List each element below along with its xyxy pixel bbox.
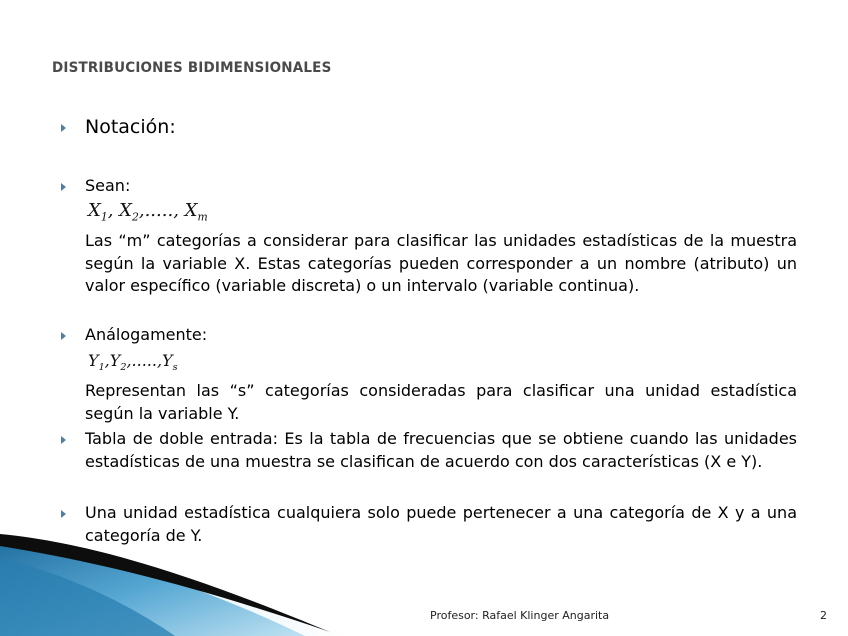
bullet-icon <box>61 183 66 191</box>
sean-label: Sean: <box>85 176 131 195</box>
slide-title: DISTRIBUCIONES BIDIMENSIONALES <box>52 60 332 76</box>
y-categories-paragraph: Representan las “s” categorías consideradas para clasificar una unidad estadística según la variable Y. <box>85 381 797 423</box>
analog-label: Análogamente: <box>85 325 208 344</box>
bullet-icon <box>61 124 66 132</box>
notation-heading: Notación: <box>85 116 176 138</box>
unit-category-paragraph: Una unidad estadística cualquiera solo puede pertenecer a una categoría de X y a una categoría de Y. <box>85 503 797 545</box>
table-definition-paragraph: Tabla de doble entrada: Es la tabla de frecuencias que se obtiene cuando las unidades estadísticas de una muestra se clasifican de acuerdo con dos características (X e Y). <box>85 429 797 471</box>
bullet-icon <box>61 332 66 340</box>
y-categories-formula: $Y_1,Y_2,.....,Y_s$ <box>88 351 178 374</box>
bullet-icon <box>61 510 66 518</box>
x-categories-formula: $X_1$, $X_2$,....., $X_m$ <box>88 200 208 224</box>
page-number: 2 <box>820 609 827 622</box>
footer-professor: Profesor: Rafael Klinger Angarita <box>430 609 610 622</box>
x-categories-paragraph: Las “m” categorías a considerar para clasificar las unidades estadísticas de la muestra según la variable X. Estas categorías pueden corresponder a un nombre (atributo) un valor específico (variable discreta) o un intervalo (variable continua). <box>85 231 797 296</box>
bullet-icon <box>61 436 66 444</box>
